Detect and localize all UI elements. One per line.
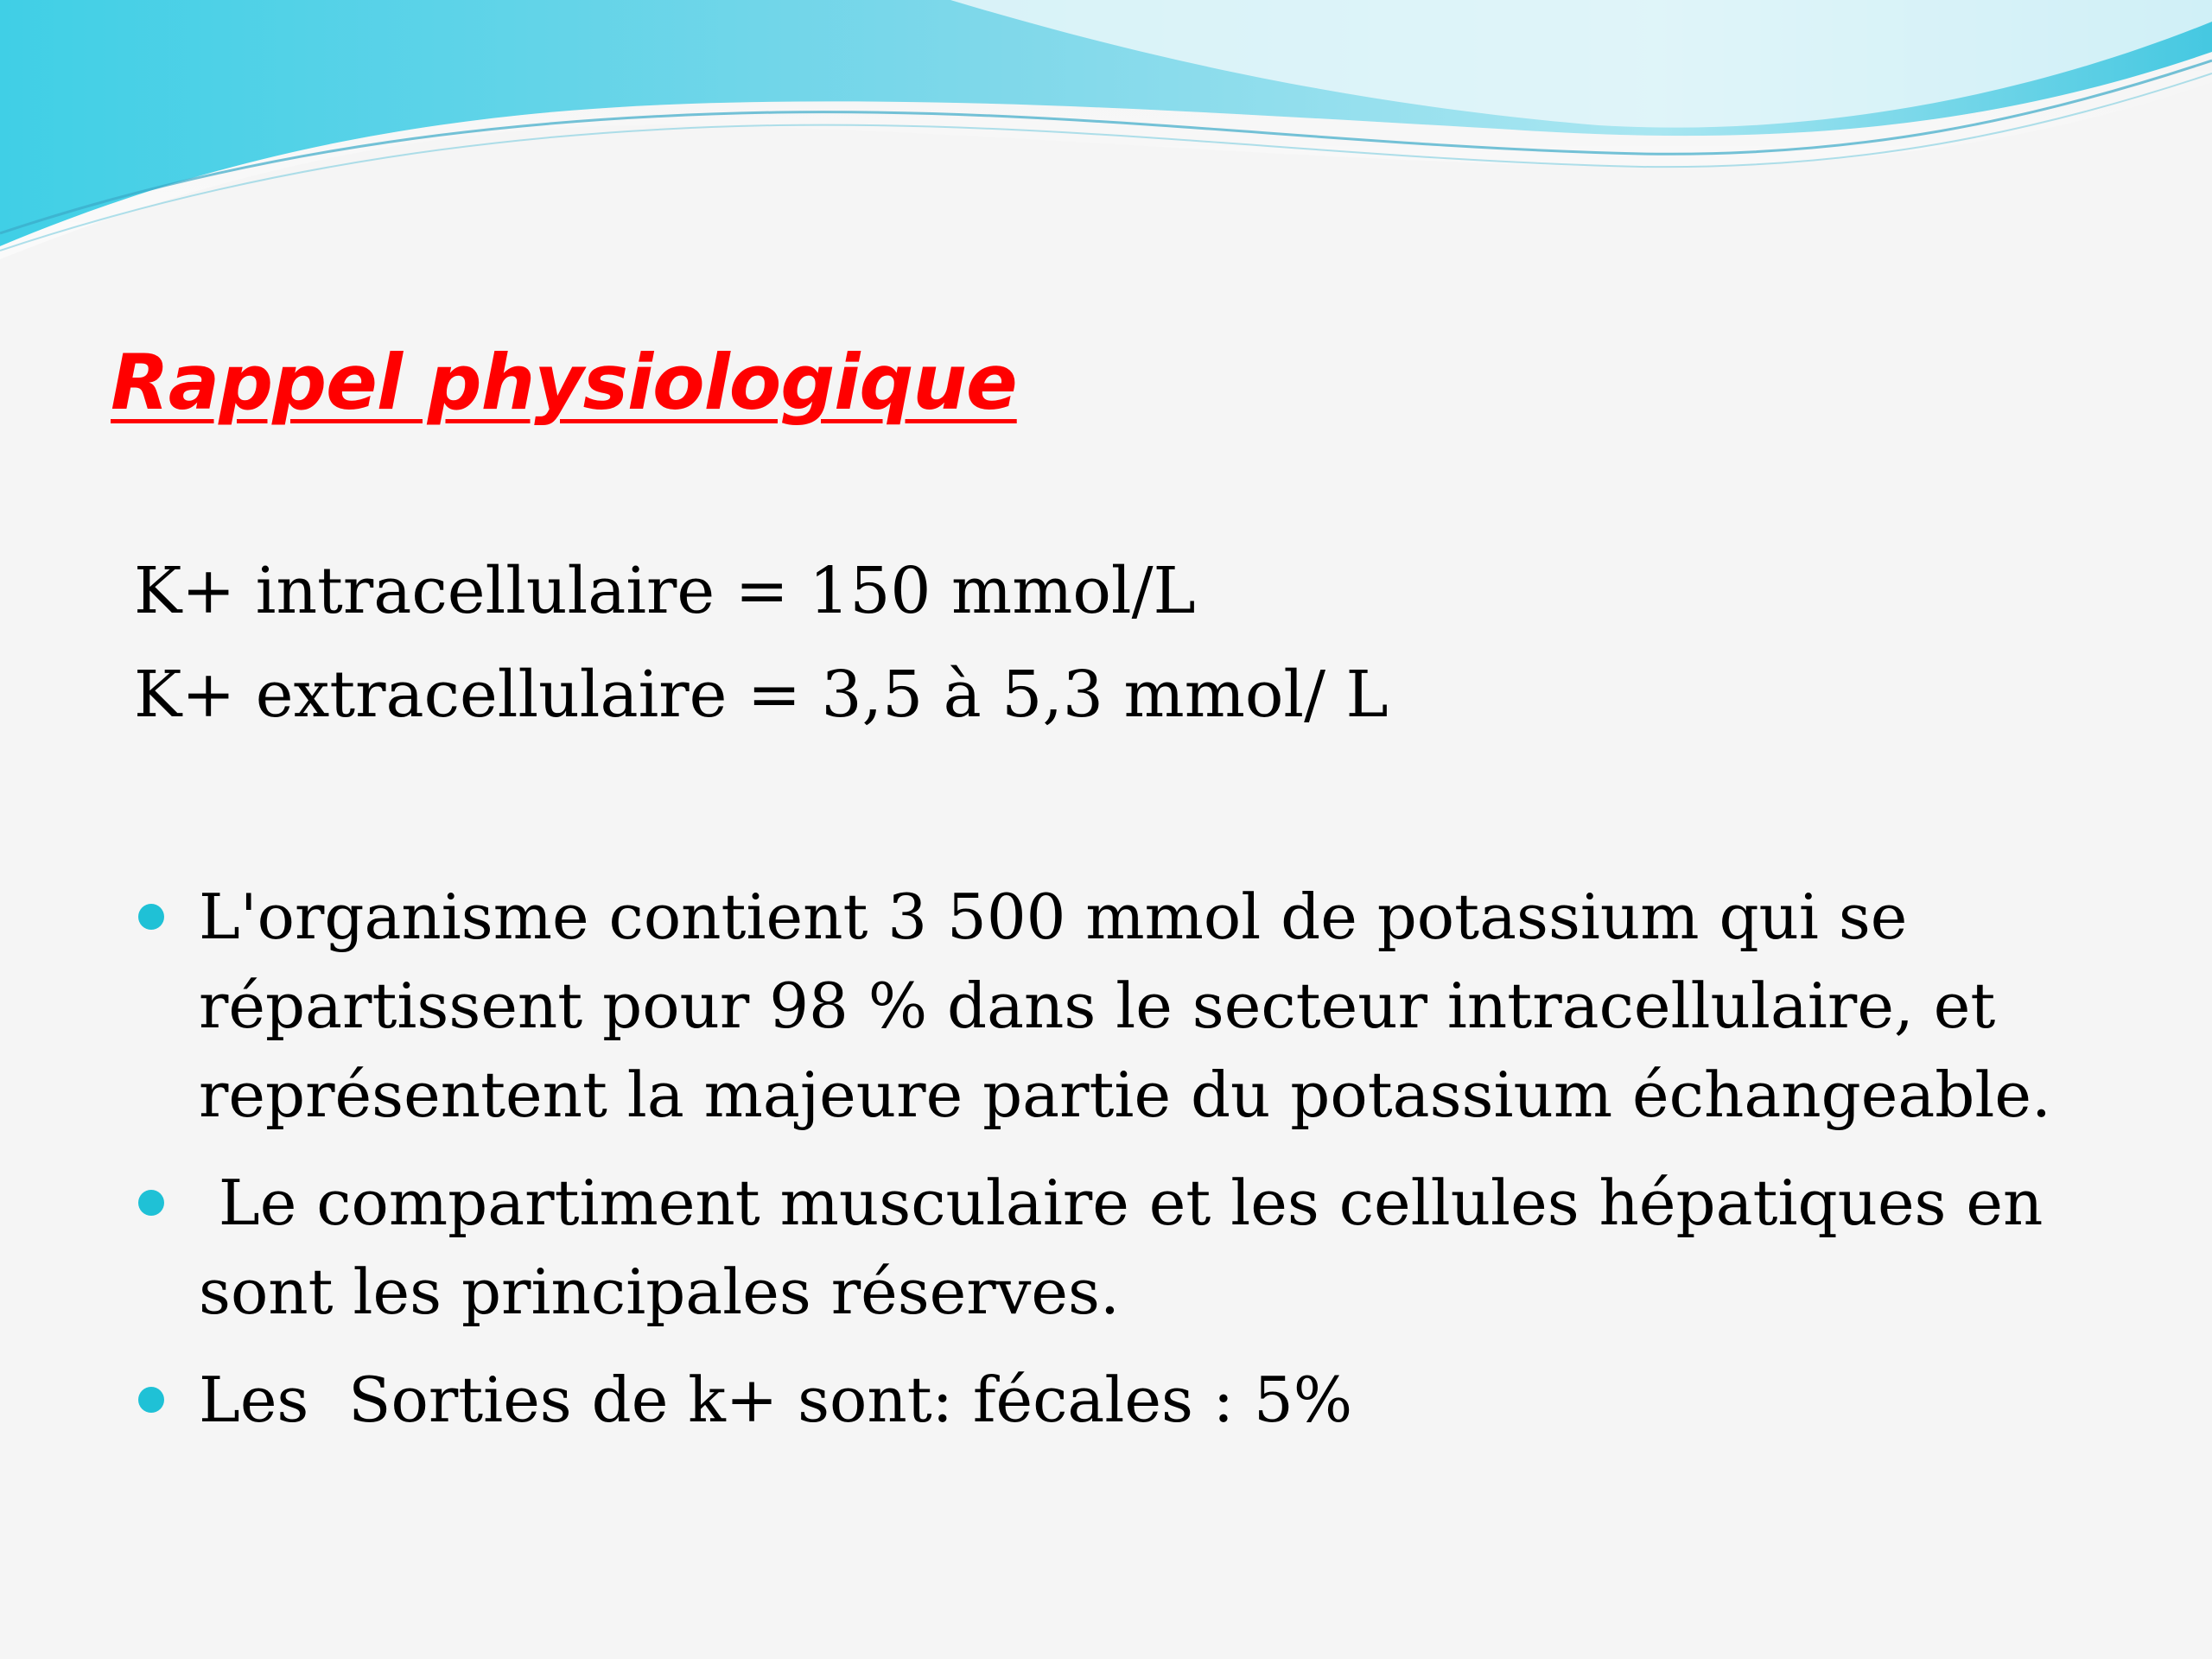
bullet-item-outputs bbox=[138, 1356, 2091, 1445]
wave-header-decoration bbox=[0, 0, 2212, 259]
bullet-text: Le compartiment musculaire et les cellules hépatiques en sont les principales réserves. bbox=[199, 1166, 2063, 1328]
slide-title: Rappel physiologique bbox=[111, 338, 1017, 427]
bullet-text: L'organisme contient 3 500 mmol de potassium qui se répartissent pour 98 % dans le secteur intracellulaire, et représentent la majeure partie du potassium échangeable. bbox=[199, 880, 2051, 1131]
bullet-dot-icon bbox=[138, 1190, 164, 1216]
bullet-text: Les Sorties de k+ sont: fécales : 5% bbox=[199, 1363, 1353, 1436]
bullet-dot-icon bbox=[138, 904, 164, 930]
bullet-item-organism bbox=[138, 873, 2091, 1140]
k-intracellular-line: K+ intracellulaire = 150 mmol/L bbox=[134, 554, 1196, 628]
bullet-list bbox=[138, 873, 2091, 1464]
bullet-item-reserves bbox=[138, 1159, 2091, 1337]
k-extracellular-line: K+ extracellulaire = 3,5 à 5,3 mmol/ L bbox=[134, 658, 1389, 732]
bullet-dot-icon bbox=[138, 1387, 164, 1413]
